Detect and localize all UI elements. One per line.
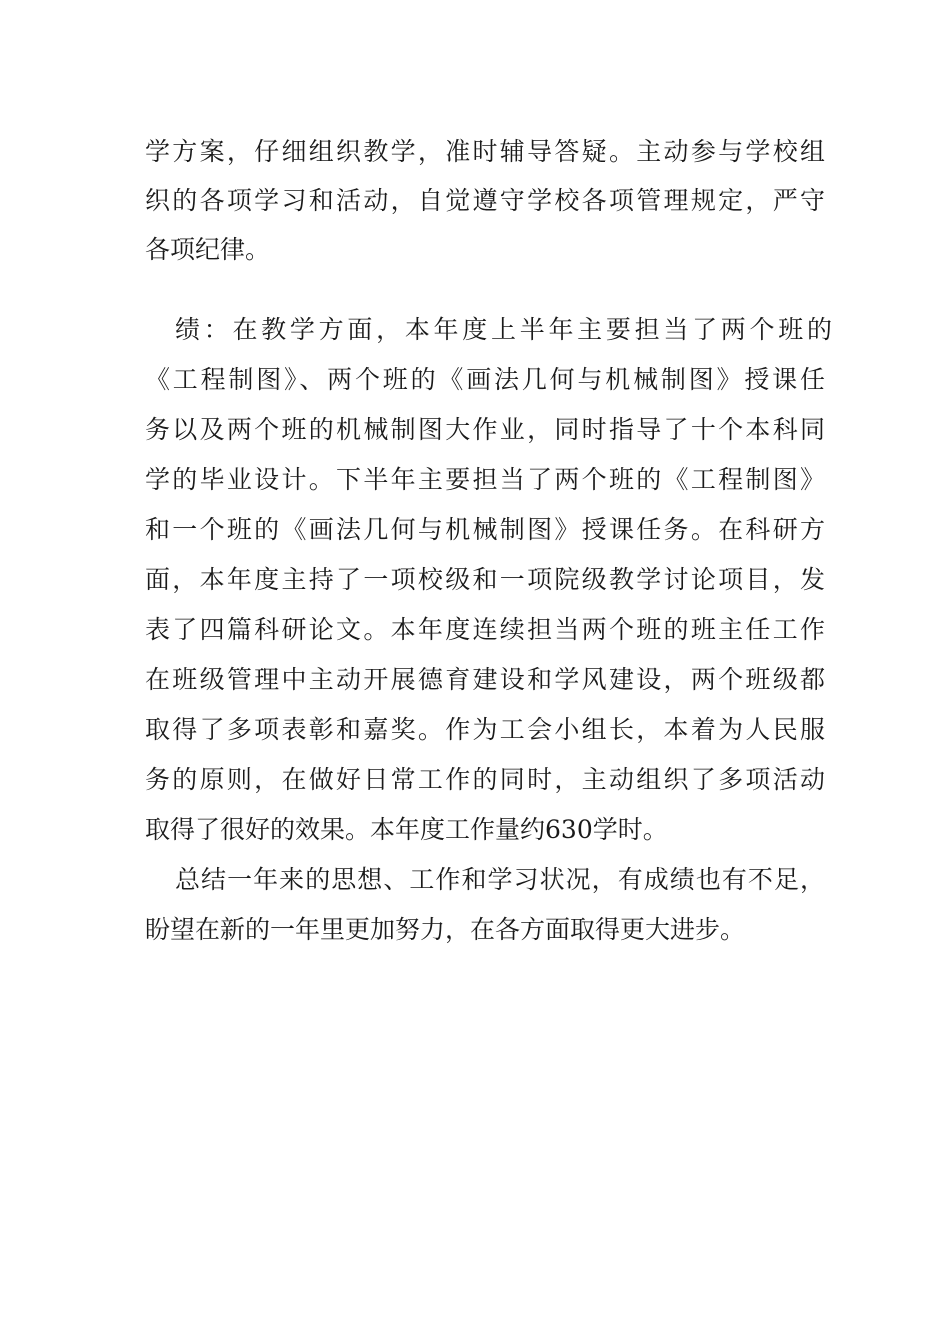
text-line: 学方案，仔细组织教学，准时辅导答疑。主动参与学校组 — [145, 137, 825, 166]
text-line: 取得了很好的效果。本年度工作量约630学时。 — [145, 815, 668, 844]
paragraph-start-line: 绩：在教学方面，本年度上半年主要担当了两个班的 — [175, 315, 832, 344]
text-line: 织的各项学习和活动，自觉遵守学校各项管理规定，严守 — [145, 186, 825, 215]
text-line: 在班级管理中主动开展德育建设和学风建设，两个班级都 — [145, 665, 825, 694]
paragraph-start-line: 总结一年来的思想、工作和学习状况，有成绩也有不足， — [175, 865, 825, 894]
text-line: 表了四篇科研论文。本年度连续担当两个班的班主任工作 — [145, 615, 825, 644]
text-line: 和一个班的《画法几何与机械制图》授课任务。在科研方 — [145, 515, 825, 544]
text-line: 盼望在新的一年里更加努力，在各方面取得更大进步。 — [145, 915, 746, 944]
text-line: 面，本年度主持了一项校级和一项院级教学讨论项目，发 — [145, 565, 825, 594]
text-line: 务的原则，在做好日常工作的同时，主动组织了多项活动 — [145, 765, 825, 794]
text-line: 务以及两个班的机械制图大作业，同时指导了十个本科同 — [145, 415, 825, 444]
text-line: 学的毕业设计。下半年主要担当了两个班的《工程制图》 — [145, 465, 825, 494]
text-line: 取得了多项表彰和嘉奖。作为工会小组长，本着为人民服 — [145, 715, 825, 744]
text-line: 《工程制图》、两个班的《画法几何与机械制图》授课任 — [145, 365, 825, 394]
text-line: 各项纪律。 — [145, 235, 271, 264]
